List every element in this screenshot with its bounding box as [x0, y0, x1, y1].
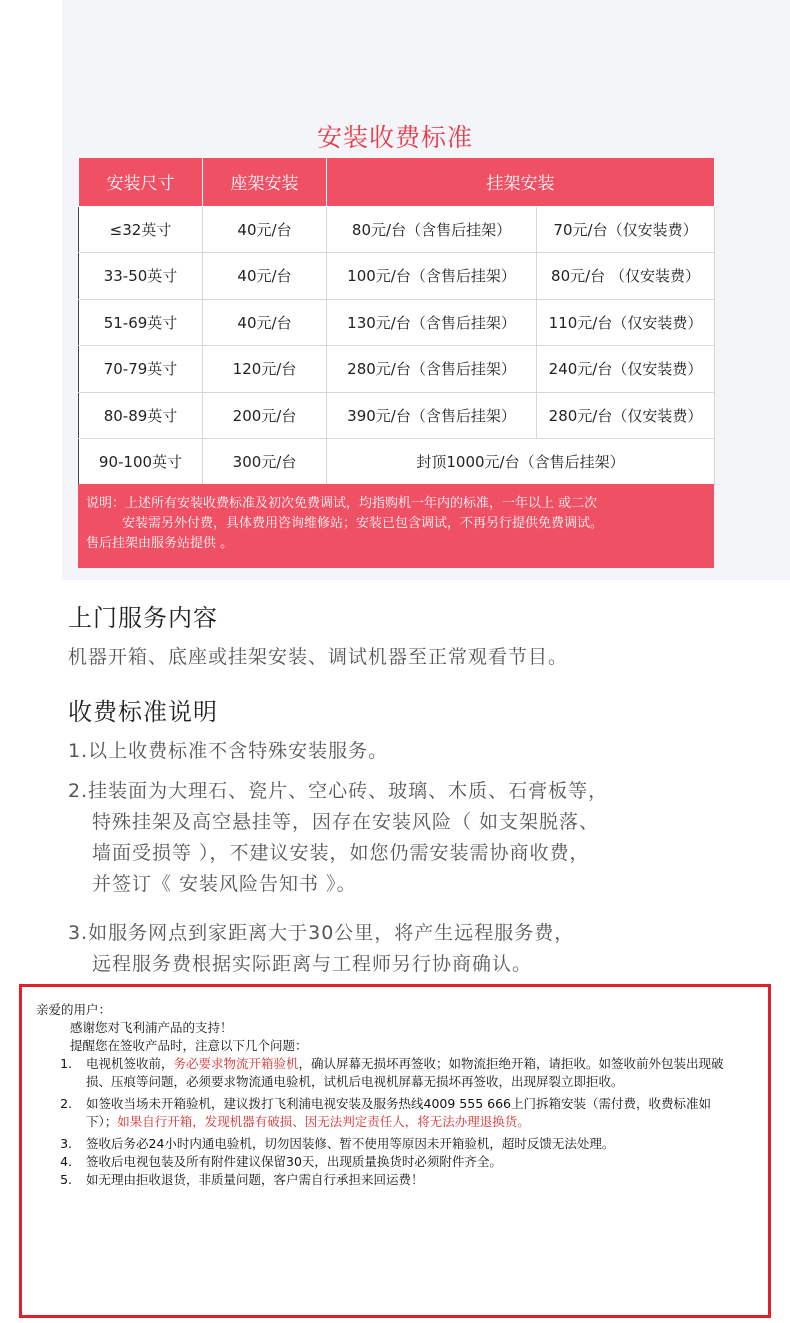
cell-size: 70-79英寸: [79, 346, 203, 393]
cell-wall-bracket: 100元/台（含售后挂架）: [327, 253, 537, 300]
header-size: 安装尺寸: [79, 158, 203, 206]
cell-wall-install-only: 110元/台（仅安装费）: [537, 299, 715, 346]
cell-size: 33-50英寸: [79, 253, 203, 300]
fee-explain-item-3: [68, 918, 574, 980]
text-line: 墙面受损等 ），不建议安装，如您仍需安装需协商收费，: [92, 842, 590, 864]
cell-size: ≤32英寸: [79, 206, 203, 253]
cell-size: 90-100英寸: [79, 439, 203, 486]
list-text: 如无理由拒收退货，非质量问题，客户需自行承担来回运费！: [86, 1172, 424, 1187]
cell-base: 300元/台: [203, 439, 327, 486]
cell-wall-bracket: 390元/台（含售后挂架）: [327, 392, 537, 439]
text-normal: 如签收当场未开箱验机，建议拨打飞利浦电视安装及服务热线4009 555 666上门拆箱安装（需付费，收费标准如下）；: [86, 1096, 711, 1129]
header-wall-install: 挂架安装: [327, 158, 715, 206]
list-item: [36, 1095, 750, 1131]
text-highlight: 如果自行开箱，发现机器有破损、因无法判定责任人，将无法办理退换货。: [117, 1114, 530, 1129]
text-normal: ，确认屏幕无损坏再签收；如物流拒绝开箱，请拒收。如签收前外包装出现破损、压痕等问题，必须要求物流通电验机，试机后电视机屏幕无损坏再签收，出现屏裂立即拒收。: [86, 1056, 724, 1089]
cell-wall-bracket: 80元/台（含售后挂架）: [327, 206, 537, 253]
list-number: 2.: [60, 1096, 72, 1111]
fee-note: [78, 484, 714, 568]
cell-base: 120元/台: [203, 346, 327, 393]
fee-table: [78, 158, 715, 486]
cell-size: 80-89英寸: [79, 392, 203, 439]
cell-base: 40元/台: [203, 206, 327, 253]
cell-size: 51-69英寸: [79, 299, 203, 346]
list-text: 签收后电视包装及所有附件建议保留30天，出现质量换货时必须附件齐全。: [86, 1154, 502, 1169]
fee-table-header-row: [79, 158, 715, 206]
list-item: [36, 1171, 750, 1189]
cell-wall-bracket: 280元/台（含售后挂架）: [327, 346, 537, 393]
text-line: 3.如服务网点到家距离大于30公里，将产生远程服务费，: [68, 922, 575, 944]
text-line: 并签订《 安装风险告知书 》。: [92, 873, 357, 895]
list-item: [36, 1153, 750, 1171]
fee-note-line: 说明：上述所有安装收费标准及初次免费调试，均指购机一年内的标准，一年以上 或二次: [86, 496, 598, 511]
cell-wall-install-only: 240元/台（仅安装费）: [537, 346, 715, 393]
fee-explain-heading: 收费标准说明: [68, 698, 218, 726]
fee-table-title: 安装收费标准: [316, 123, 473, 152]
list-item: [36, 1055, 750, 1091]
cell-base: 40元/台: [203, 299, 327, 346]
fee-explain-item-1: 1.以上收费标准不含特殊安装服务。: [68, 740, 389, 762]
cell-wall-install-only: 70元/台（仅安装费）: [537, 206, 715, 253]
text-line: 2.挂装面为大理石、瓷片、空心砖、玻璃、木质、石膏板等，: [68, 780, 609, 802]
table-row: [79, 346, 715, 393]
notice-list: [36, 1055, 750, 1189]
fee-note-line: 售后挂架由服务站提供 。: [86, 536, 234, 551]
list-item: [36, 1135, 750, 1153]
table-row: [79, 439, 715, 486]
signing-notice-box: [19, 984, 771, 1318]
list-text: [86, 1055, 750, 1091]
text-line: 远程服务费根据实际距离与工程师另行协商确认。: [92, 953, 533, 975]
notice-greeting: 亲爱的用户：: [36, 1002, 112, 1017]
header-base-install: 座架安装: [203, 158, 327, 206]
cell-wall-install-only: 80元/台 （仅安装费）: [537, 253, 715, 300]
list-number: 4.: [60, 1154, 72, 1169]
service-heading: 上门服务内容: [68, 604, 218, 632]
fee-explain-item-2: [68, 776, 608, 900]
list-text: 签收后务必24小时内通电验机，切勿因装修、暂不使用等原因未开箱验机，超时反馈无法处理。: [86, 1136, 615, 1151]
text-line: 特殊挂架及高空悬挂等，因存在安装风险（ 如支架脱落、: [92, 811, 600, 833]
fee-note-line: 安装需另外付费，具体费用咨询维修站；安装已包含调试，不再另行提供免费调试。: [122, 516, 604, 531]
table-row: [79, 206, 715, 253]
cell-base: 40元/台: [203, 253, 327, 300]
table-row: [79, 392, 715, 439]
service-text: 机器开箱、底座或挂架安装、调试机器至正常观看节目。: [68, 646, 569, 668]
cell-wall-install-only: 280元/台（仅安装费）: [537, 392, 715, 439]
list-number: 3.: [60, 1136, 72, 1151]
list-number: 1.: [60, 1056, 72, 1071]
list-number: 5.: [60, 1172, 72, 1187]
list-text: [86, 1095, 750, 1131]
text-normal: 电视机签收前，: [86, 1056, 174, 1071]
notice-thanks: 感谢您对飞利浦产品的支持！: [70, 1020, 233, 1035]
cell-wall-merged: 封顶1000元/台（含售后挂架）: [327, 439, 715, 486]
table-row: [79, 253, 715, 300]
cell-base: 200元/台: [203, 392, 327, 439]
notice-reminder: 提醒您在签收产品时，注意以下几个问题：: [70, 1038, 308, 1053]
text-highlight: 务必要求物流开箱验机: [173, 1056, 299, 1071]
cell-wall-bracket: 130元/台（含售后挂架）: [327, 299, 537, 346]
table-row: [79, 299, 715, 346]
